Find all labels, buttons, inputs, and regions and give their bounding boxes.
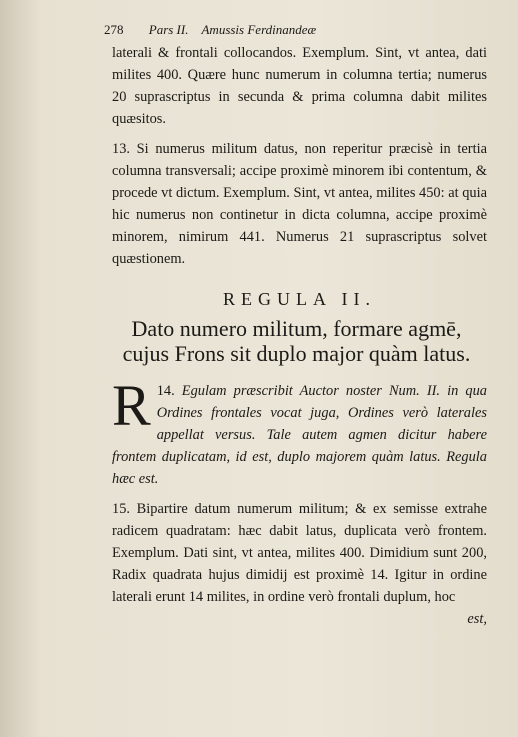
paragraph-15: 15. Bipartire datum numerum militum; & ex semisse extrahe radicem quadratam: hæc dabit latus, duplicata verò frontem. Exemplum. Dati sint, vt antea, milites 400. Dimidium sunt 200, Radix quadrata hujus dimidij est proximè 14. Igitur in ordine laterali erunt 14 milites, in ordine verò frontali duplum, hoc xyxy=(112,501,487,605)
running-title: Amussis Ferdinandeæ xyxy=(201,22,317,37)
paragraph-14 xyxy=(112,373,487,490)
drop-cap: R xyxy=(112,373,151,438)
part-label: Pars II. xyxy=(148,22,189,37)
paragraph-number: 14. xyxy=(156,383,175,399)
catchword: est, xyxy=(467,611,487,627)
paragraph-intro: laterali & frontali collocandos. Exemplum. Sint, vt antea, dati milites 400. Quære hunc numerum in columna tertia; numerus 20 suprascriptus in secunda & prima columna dabit milites quæsitos. xyxy=(112,45,487,127)
page-number: 278 xyxy=(104,22,124,37)
section-title: Dato numero militum, formare agmē, cujus Frons sit duplo major quàm latus. xyxy=(122,316,471,366)
section-heading: REGULA II. xyxy=(223,289,376,309)
paragraph-14-text: Egulam præscribit Auctor noster Num. II. in qua Ordines frontales vocat juga, Ordines verò laterales appellat versus. Tale autem agmen dicitur habere frontem duplicatam, id est, duplo majorem quàm latus. Regula hæc est. xyxy=(112,383,487,487)
paragraph-13: 13. Si numerus militum datus, non reperitur præcisè in tertia columna transversali; accipe proximè minorem ibi contentum, & procede vt dictum. Exemplum. Sint, vt antea, milites 450: at quia hic numerus non continetur in dicta columna, accipe proximè minorem, nimirum 441. Numerus 21 suprascriptus solvet quæstionem. xyxy=(112,141,487,267)
running-header xyxy=(104,22,478,38)
page-body xyxy=(112,42,487,630)
